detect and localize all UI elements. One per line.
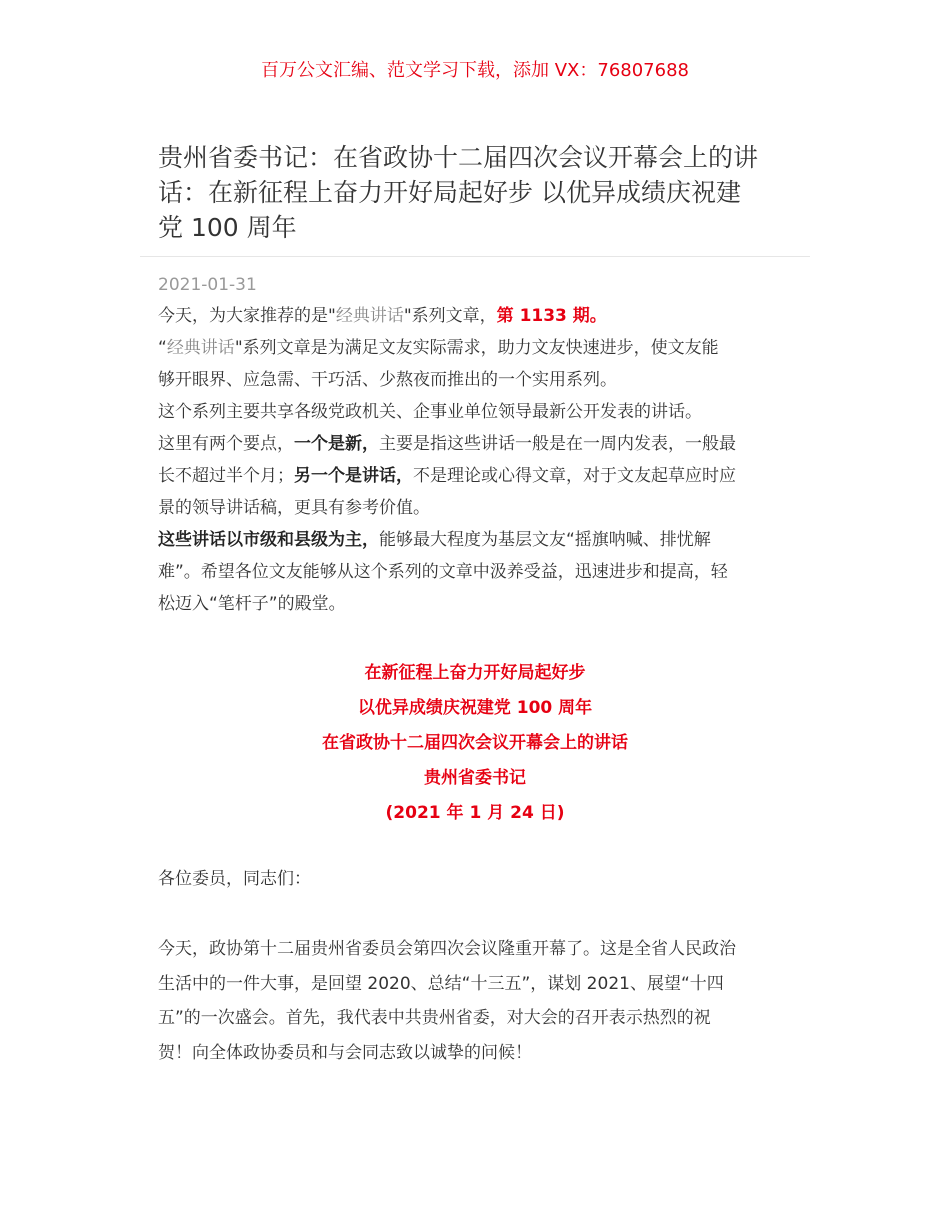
- heading-line: 以优异成绩庆祝建党 100 周年: [357, 698, 593, 718]
- para-line: 五”的一次盛会。首先，我代表中共贵州省委，对大会的召开表示热烈的祝: [158, 1008, 711, 1028]
- intro-line: [158, 300, 798, 332]
- article-title: [158, 140, 798, 245]
- intro-line: 难”。希望各位文友能够从这个系列的文章中汲养受益，迅速进步和提高，轻: [158, 562, 728, 582]
- speech-heading: [0, 656, 950, 831]
- para-line: 生活中的一件大事，是回望 2020、总结“十三五”，谋划 2021、展望“十四: [158, 973, 724, 994]
- paragraph: [158, 932, 798, 1070]
- salutation: 各位委员，同志们：: [158, 869, 311, 889]
- intro-line: 这个系列主要共享各级党政机关、企事业单位领导最新公开发表的讲话。: [158, 402, 702, 422]
- bold-text: 另一个是讲话，: [294, 466, 413, 486]
- heading-line: 在省政协十二届四次会议开幕会上的讲话: [322, 733, 628, 753]
- divider: [140, 256, 810, 257]
- text: "系列文章是为满足文友实际需求，助力文友快速进步，使文友能: [234, 338, 719, 358]
- intro-line: [158, 460, 798, 492]
- heading-line: (2021 年 1 月 24 日): [385, 803, 565, 823]
- heading-line: 在新征程上奋力开好局起好步: [364, 663, 586, 683]
- text: 主要是指这些讲话一般是在一周内发表，一般最: [379, 434, 736, 454]
- title-line: 话：在新征程上奋力开好局起好步 以优异成绩庆祝建: [158, 178, 741, 207]
- text: "系列文章，: [403, 306, 497, 326]
- intro-line: 松迈入“笔杆子”的殿堂。: [158, 594, 346, 614]
- text: 不是理论或心得文章，对于文友起草应时应: [413, 466, 736, 486]
- text: 长不超过半个月；: [158, 466, 294, 486]
- intro-section: [158, 300, 798, 620]
- text: 能够最大程度为基层文友“摇旗呐喊、排忧解: [379, 530, 711, 550]
- title-line: 党 100 周年: [158, 213, 297, 242]
- para-line: 贺！向全体政协委员和与会同志致以诚挚的问候！: [158, 1042, 532, 1063]
- para-line: 今天，政协第十二届贵州省委员会第四次会议隆重开幕了。这是全省人民政治: [158, 939, 736, 959]
- text: “: [158, 338, 167, 358]
- intro-line: [158, 332, 798, 364]
- bold-text: 这些讲话以市级和县级为主，: [158, 530, 379, 550]
- text: 经典讲话: [335, 306, 404, 326]
- publish-date: 2021-01-31: [158, 275, 257, 295]
- issue-number: 第 1133 期。: [496, 306, 607, 326]
- title-line: 贵州省委书记：在省政协十二届四次会议开幕会上的讲: [158, 143, 759, 172]
- intro-line: [158, 524, 798, 556]
- text: 今天，为大家推荐的是": [158, 306, 336, 326]
- text: 这里有两个要点，: [158, 434, 294, 454]
- intro-line: [158, 428, 798, 460]
- promo-banner: 百万公文汇编、范文学习下载，添加 VX：76807688: [261, 60, 689, 81]
- text: 经典讲话: [166, 338, 235, 358]
- heading-line: 贵州省委书记: [424, 768, 526, 788]
- intro-line: 够开眼界、应急需、干巧活、少熬夜而推出的一个实用系列。: [158, 370, 617, 390]
- intro-line: 景的领导讲话稿，更具有参考价值。: [158, 498, 430, 518]
- bold-text: 一个是新，: [294, 434, 379, 454]
